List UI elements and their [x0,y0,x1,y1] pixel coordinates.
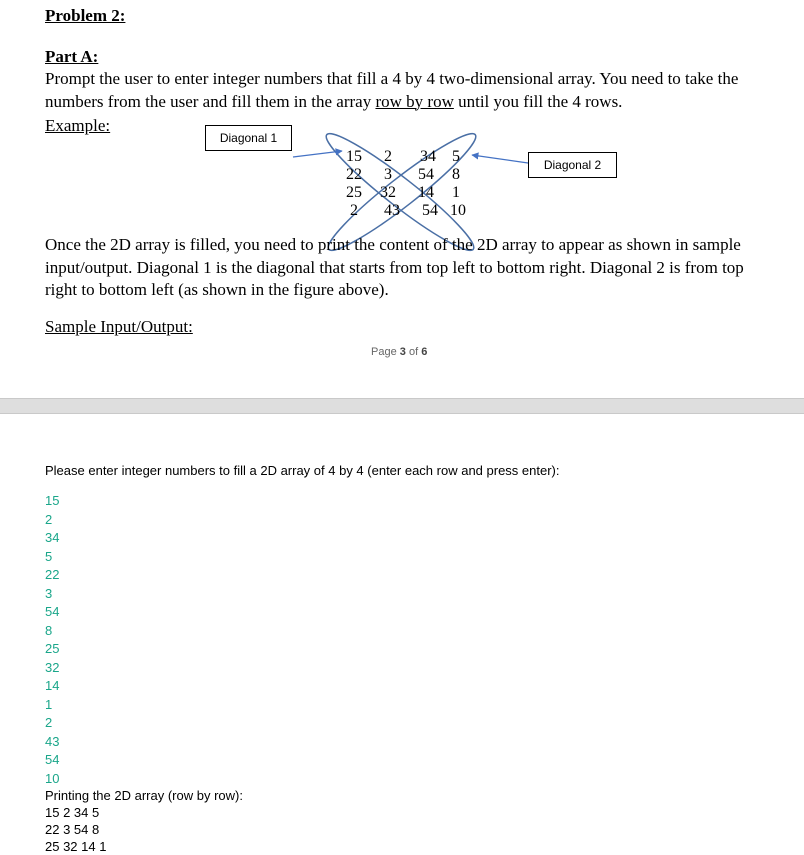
matrix-cell: 32 [380,184,396,201]
input-value: 1 [45,696,53,712]
page-of: of [408,346,419,358]
input-value: 34 [45,530,60,545]
diagonal-2-label: Diagonal 2 [543,158,602,172]
page-current: 3 [399,346,406,358]
matrix-cell: 2 [384,148,392,165]
input-value: 43 [45,733,60,749]
problem-title: Problem 2: [45,6,126,25]
input-value: 5 [45,548,53,564]
output-row: 15 2 34 5 [45,805,100,820]
matrix-cell: 15 [346,148,362,165]
input-value: 10 [45,770,60,786]
matrix-cell: 10 [450,202,466,219]
input-value: 25 [45,641,60,656]
diagram-overlay [0,0,804,400]
page-break [0,398,804,414]
arrow-diagonal-2-icon [472,155,528,163]
intro-before: Prompt the user to enter integer numbers that fill a 4 by 4 two-dimensional array. You need to take the numbers from the user and fill them in the array [45,69,739,111]
page-total: 6 [421,346,428,358]
matrix-cell: 2 [350,202,358,219]
output-row: 25 32 14 1 [45,839,107,854]
matrix-cell: 34 [420,148,436,165]
input-value: 2 [45,715,53,730]
sample-label: Sample Input/Output: [45,317,193,336]
input-value: 2 [45,511,53,527]
intro-underlined: row by row [375,91,454,111]
diagonal-1-label: Diagonal 1 [219,131,278,145]
arrow-diagonal-1-icon [293,151,342,157]
matrix-cell: 8 [452,166,460,183]
matrix-cell: 1 [452,184,460,201]
matrix-cell: 54 [422,202,438,219]
page-number [371,346,427,358]
input-value: 54 [45,604,60,619]
sample-inputs [45,492,59,788]
input-value: 8 [45,622,53,638]
example-label: Example: [45,116,111,135]
input-value: 14 [45,678,60,693]
input-value: 32 [45,659,60,675]
input-value: 22 [45,567,60,582]
page-label: Page [371,346,397,358]
output-row: 22 3 54 8 [45,822,100,837]
matrix-cell: 43 [384,202,400,219]
explanation-paragraph: Once the 2D array is filled, you need to print the content of the 2D array to appear as shown in sample input/output. Diagonal 1 is the diagonal that starts from top left to bottom right. Diagonal 2 is from top right to bottom left (as shown in the figure above). [45,235,744,299]
printing-label: Printing the 2D array (row by row): [45,788,243,803]
input-prompt: Please enter integer numbers to fill a 2D array of 4 by 4 (enter each row and press enter): [45,463,560,478]
matrix-cell: 54 [418,166,434,183]
matrix-cell: 25 [346,184,362,201]
matrix-cell: 14 [418,184,434,201]
matrix-cell: 5 [452,148,460,165]
matrix-cell: 22 [346,166,362,183]
input-value: 54 [45,752,60,767]
input-value: 3 [45,585,53,601]
input-value: 15 [45,493,60,508]
intro-after: until you fill the 4 rows. [453,91,623,111]
matrix-cell: 3 [384,166,392,183]
part-title: Part A: [45,47,99,66]
sample-output [45,787,243,855]
